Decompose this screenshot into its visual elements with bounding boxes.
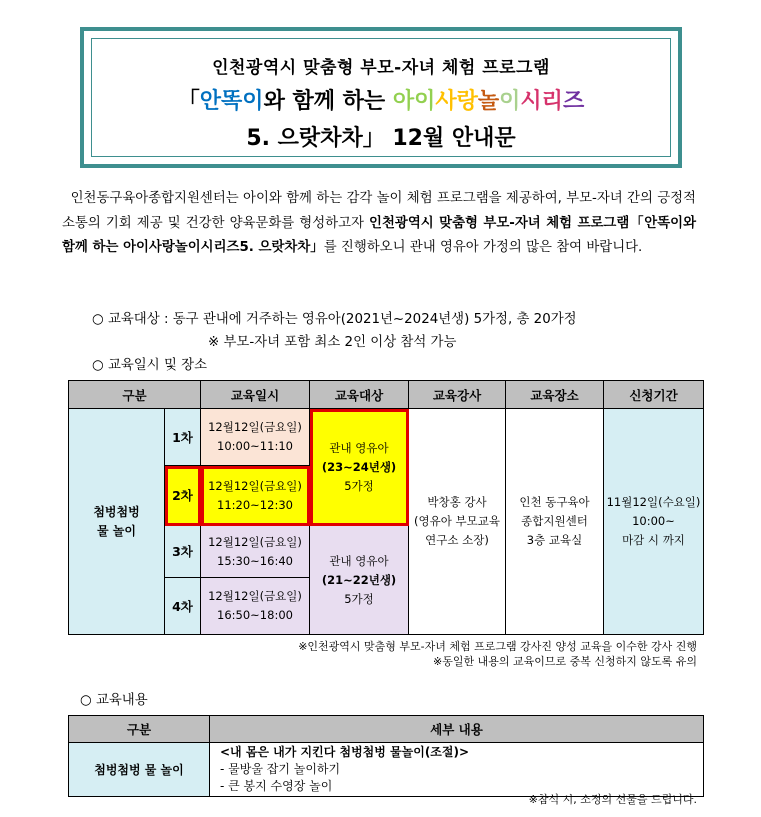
content-detail-item: - 큰 봉지 수영장 놀이 [220, 779, 333, 793]
table-row [69, 743, 704, 797]
header-instructor: 교육강사 [409, 381, 506, 409]
place-line1: 인천 동구육아 [519, 495, 590, 509]
header-apply-period: 신청기간 [604, 381, 704, 409]
session-date: 12월12일(금요일) [208, 589, 302, 603]
header-datetime: 교육일시 [201, 381, 310, 409]
target-note: ※ 부모-자녀 포함 최소 2인 이상 참석 가능 [208, 335, 457, 350]
content-heading: ○ 교육내용 [80, 693, 148, 708]
footer-note: ※참석 시, 소정의 선물을 드립니다. [528, 793, 697, 806]
session-date: 12월12일(금요일) [208, 534, 302, 549]
session-time: 15:30~16:40 [217, 553, 293, 568]
session-time: 16:50~18:00 [217, 608, 293, 622]
target-a-line1: 관내 영유아 [329, 440, 389, 455]
title-frame [80, 27, 682, 168]
rainbow-char: 리 [541, 89, 563, 114]
schedule-heading: ○ 교육일시 및 장소 [92, 358, 208, 373]
session-datetime-cell [201, 409, 310, 466]
session-label: 4차 [165, 578, 201, 635]
title-rainbow-text [393, 89, 584, 114]
schedule-table [68, 380, 704, 635]
title-mid-text: 와 함께 하는 [263, 89, 393, 114]
schedule-note-1: ※인천광역시 맞춤형 부모-자녀 체험 프로그램 강사진 양성 교육을 이수한 강사 진행 [298, 640, 697, 653]
session-date: 12월12일(금요일) [208, 478, 302, 493]
session-label: 1차 [165, 409, 201, 466]
header-category: 구분 [69, 381, 201, 409]
rainbow-char: 즈 [562, 89, 585, 114]
table-row [69, 409, 704, 466]
session-time: 10:00~11:10 [217, 439, 293, 453]
target-cell-a [310, 409, 409, 526]
content-detail-title: <내 몸은 내가 지킨다 첨벙첨벙 물놀이(조절)> [220, 745, 470, 759]
rainbow-char: 이 [414, 89, 436, 114]
apply-line3: 마감 시 까지 [622, 533, 685, 547]
session-datetime-cell [201, 578, 310, 635]
content-detail-item: - 물방울 잡기 놀이하기 [220, 762, 341, 776]
intro-paragraph [62, 187, 696, 261]
instructor-line2: (영유아 부모교육 [414, 514, 500, 528]
schedule-note-2: ※동일한 내용의 교육이므로 중복 신청하지 않도록 유의 [433, 655, 697, 668]
rainbow-char: 이 [499, 89, 521, 114]
title-line3: 5. 으랏차차」 12월 안내문 [246, 126, 516, 151]
session-label: 3차 [165, 526, 201, 578]
instructor-line1: 박창홍 강사 [427, 495, 487, 509]
title-box [91, 38, 671, 157]
rainbow-char: 놀 [477, 89, 500, 114]
target-a-line3: 5가정 [344, 478, 374, 493]
content-row-label: 첨벙첨벙 물 놀이 [69, 743, 210, 797]
title-line2 [92, 84, 670, 115]
content-header-detail: 세부 내용 [210, 716, 704, 743]
intro-bold-text: 인천광역시 맞춤형 부모-자녀 체험 프로그램「안똑이와 함께 하는 아이사랑놀이시리즈5. 으랏차차」 [62, 215, 696, 255]
content-header-category: 구분 [69, 716, 210, 743]
rainbow-char: 시 [520, 89, 542, 114]
content-header-row [69, 716, 704, 743]
content-table [68, 715, 704, 797]
instructor-cell [409, 409, 506, 635]
place-cell [506, 409, 604, 635]
header-place: 교육장소 [506, 381, 604, 409]
session-datetime-cell [201, 466, 310, 526]
intro-text-2: 를 진행하오니 관내 영유아 가정의 많은 참여 바랍니다. [323, 240, 643, 255]
target-b-line2: (21~22년생) [321, 572, 397, 587]
target-cell-b [310, 526, 409, 635]
target-b-line1: 관내 영유아 [329, 553, 389, 568]
content-detail-cell [210, 743, 704, 797]
apply-line1: 11월12일(수요일) [606, 495, 701, 509]
target-b-line3: 5가정 [344, 591, 374, 606]
session-date: 12월12일(금요일) [208, 420, 302, 434]
program-name-cell: 첨벙첨벙 물 놀이 [69, 409, 165, 635]
title-line1: 인천광역시 맞춤형 부모-자녀 체험 프로그램 [212, 58, 550, 78]
schedule-header-row [69, 381, 704, 409]
session-label: 2차 [165, 466, 201, 526]
place-line3: 3층 교육실 [526, 533, 583, 547]
rainbow-char: 랑 [456, 89, 478, 114]
target-line: ○ 교육대상 : 동구 관내에 거주하는 영유아(2021년~2024년생) 5가정, 총 20가정 [92, 312, 577, 327]
title-bracket: 「 [177, 89, 200, 114]
apply-line2: 10:00~ [632, 514, 675, 528]
header-target: 교육대상 [310, 381, 409, 409]
rainbow-char: 아 [392, 89, 415, 114]
instructor-line3: 연구소 소장) [425, 533, 489, 547]
rainbow-char: 사 [435, 89, 457, 114]
session-time: 11:20~12:30 [217, 497, 293, 512]
apply-period-cell [604, 409, 704, 635]
intro-text-1: 인천동구육아종합지원센터는 아이와 함께 하는 감각 놀이 체험 프로그램을 제공하여, 부모-자녀 간의 긍정적 소통의 기회 제공 및 건강한 양육문화를 형성하고자 [62, 191, 696, 231]
title-blue-word: 안똑이 [199, 89, 264, 114]
target-a-line2: (23~24년생) [321, 459, 397, 474]
session-datetime-cell [201, 526, 310, 578]
place-line2: 종합지원센터 [521, 514, 588, 528]
